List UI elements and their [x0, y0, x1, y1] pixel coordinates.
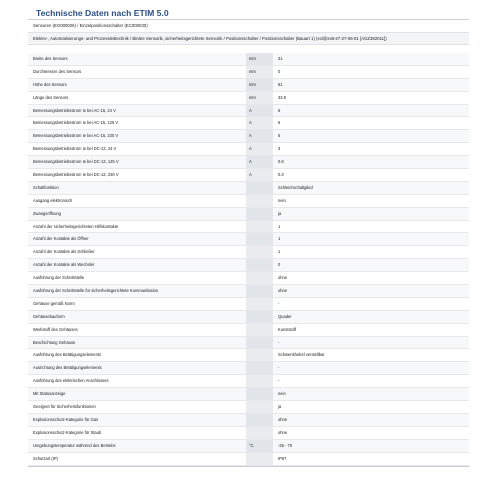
spec-label: Gehäuse gemäß Norm: [33, 300, 75, 306]
spec-value: 33.5: [278, 94, 286, 100]
spec-value: 1: [278, 236, 281, 242]
spec-row: [28, 401, 469, 414]
spec-row: [28, 440, 469, 453]
spec-value: -: [278, 300, 280, 306]
spec-row: [28, 324, 469, 337]
spec-value: Schwenkhebel verstellbar: [278, 352, 325, 358]
spec-value: 0: [278, 68, 281, 74]
spec-label: Anzahl der Kontakte als Schließer: [33, 249, 95, 255]
spec-row: [28, 272, 469, 285]
spec-label: Umgebungstemperatur während des Betriebs: [33, 442, 116, 448]
spec-label: Bemessungsbetriebsstrom Ie bei DC-13, 125 V: [33, 159, 119, 165]
table-bottom-divider: [28, 466, 469, 467]
spec-value: ohne: [278, 275, 288, 281]
spec-label: Explosionsschutz-Kategorie für Gas: [33, 416, 99, 422]
spec-unit: A: [246, 156, 273, 168]
spec-unit: [246, 285, 273, 297]
spec-value: Kunststoff: [278, 326, 297, 332]
spec-row: [28, 375, 469, 388]
spec-value: 31: [278, 56, 283, 61]
spec-value: 6: [278, 120, 281, 126]
spec-label: Bemessungsbetriebsstrom Ie bei AC-15, 125 V: [33, 120, 119, 126]
spec-value: ohne: [278, 288, 288, 294]
spec-label: Zwangsöffnung: [33, 210, 61, 216]
spec-row: [28, 182, 469, 195]
spec-label: Schaltfunktion: [33, 184, 59, 190]
spec-row: [28, 427, 469, 440]
spec-label: Beschichtung Gehäuse: [33, 339, 76, 345]
spec-value: -25 - 70: [278, 442, 293, 448]
class-line: Sensoren (EG000026) / Einzelpositionsschalter (EC000030): [28, 20, 469, 33]
spec-label: Anzahl der sicherheitsgerichteten Hilfskontakte: [33, 223, 119, 229]
spec-unit: [246, 246, 273, 258]
spec-value: ja: [278, 404, 282, 410]
spec-unit: [246, 375, 273, 387]
spec-row: [28, 285, 469, 298]
spec-label: Länge des Sensors: [33, 94, 69, 100]
spec-unit: [246, 324, 273, 336]
spec-unit: A: [246, 130, 273, 142]
spec-value: ja: [278, 210, 282, 216]
spec-unit: [246, 272, 273, 284]
spec-label: Ausrichtung des Betätigungselements: [33, 365, 102, 371]
spec-value: 1: [278, 223, 281, 229]
spec-row: [28, 195, 469, 208]
spec-row: [28, 388, 469, 401]
spec-value: Quader: [278, 313, 292, 319]
spec-label: Explosionsschutz-Kategorie für Staub: [33, 429, 102, 435]
spec-row: [28, 233, 469, 246]
spec-value: IP67: [278, 455, 287, 461]
spec-row: [28, 298, 469, 311]
spec-label: Durchmesser des Sensors: [33, 68, 82, 74]
spec-label: Breite des Sensors: [33, 56, 68, 61]
spec-value: nein: [278, 197, 286, 203]
spec-unit: [246, 208, 273, 220]
spec-unit: [246, 298, 273, 310]
spec-unit: [246, 195, 273, 207]
spec-value: 6: [278, 107, 281, 113]
spec-value: Schleichschaltglied: [278, 184, 313, 190]
spec-label: Ausgang elektronisch: [33, 197, 73, 203]
technical-data-sheet: [28, 8, 469, 467]
spec-label: Mit Statusanzeige: [33, 391, 66, 397]
spec-value: 6: [278, 133, 281, 139]
spec-value: ohne: [278, 429, 288, 435]
spec-unit: [246, 221, 273, 233]
spec-unit: [246, 311, 273, 323]
spec-label: Ausführung der Schnittstelle: [33, 275, 85, 281]
spec-label: Bemessungsbetriebsstrom Ie bei DC-13, 24 V: [33, 146, 117, 152]
spec-value: 0.3: [278, 172, 284, 178]
spec-value: ohne: [278, 416, 288, 422]
spec-label: Höhe des Sensors: [33, 81, 67, 87]
spec-row: [28, 311, 469, 324]
spec-label: Gehäusebauform: [33, 313, 65, 319]
spec-row: [28, 414, 469, 427]
spec-value: 0.8: [278, 159, 284, 165]
spec-unit: A: [246, 105, 273, 117]
spec-value: 61: [278, 81, 283, 87]
spec-row: [28, 208, 469, 221]
spec-unit: mm: [246, 79, 273, 91]
spec-unit: A: [246, 143, 273, 155]
spec-unit: [246, 259, 273, 271]
classification-path: Elektro-, Automatisierungs- und Prozessleittechnik / Binäre Sensorik, sicherheitsgerichtete Sensorik / Positionsschalter / Positionsschalter (Bauart 1) (ecl@ss8-27-27-06-01 [AGZ382011]): [28, 33, 469, 46]
spec-unit: [246, 388, 273, 400]
spec-unit: [246, 427, 273, 439]
spec-label: Bemessungsbetriebsstrom Ie bei AC-15, 24 V: [33, 107, 116, 113]
spec-value: 3: [278, 146, 281, 152]
spec-unit: [246, 182, 273, 194]
spec-value: -: [278, 378, 280, 384]
spec-row: [28, 349, 469, 362]
spec-row: [28, 337, 469, 350]
spec-label: Bemessungsbetriebsstrom Ie bei AC-15, 230 V: [33, 133, 119, 139]
spec-unit: [246, 349, 273, 361]
spec-unit: [246, 414, 273, 426]
spec-row: [28, 143, 469, 156]
spec-value: -: [278, 339, 280, 345]
spec-row: [28, 105, 469, 118]
spec-unit: [246, 362, 273, 374]
spec-label: Ausführung des Betätigungselements: [33, 352, 102, 358]
spec-unit: mm: [246, 53, 273, 65]
spec-unit: A: [246, 169, 273, 181]
spec-label: Ausführung der Schnittstelle für sicherheitsgerichtete Kommunikation: [33, 288, 159, 294]
spec-value: -: [278, 365, 280, 371]
spec-label: Geeignet für Sicherheitsfunktionen: [33, 404, 96, 410]
document-title: Technische Daten nach ETIM 5.0: [28, 8, 469, 20]
spec-label: Bemessungsbetriebsstrom Ie bei DC-13, 230 V: [33, 172, 119, 178]
spec-row: [28, 53, 469, 66]
spec-row: [28, 66, 469, 79]
spec-row: [28, 362, 469, 375]
spec-row: [28, 169, 469, 182]
spec-value: 0: [278, 262, 281, 268]
spec-row: [28, 453, 469, 466]
spec-value: nein: [278, 391, 286, 397]
spec-row: [28, 130, 469, 143]
spec-table: [28, 53, 469, 466]
spec-label: Schutzart (IP): [33, 455, 59, 461]
spec-unit: [246, 337, 273, 349]
spec-row: [28, 259, 469, 272]
spec-unit: °C: [246, 440, 273, 452]
spec-row: [28, 117, 469, 130]
spec-label: Werkstoff des Gehäuses: [33, 326, 78, 332]
spec-unit: [246, 453, 273, 465]
spec-unit: [246, 401, 273, 413]
spec-unit: mm: [246, 92, 273, 104]
spec-row: [28, 221, 469, 234]
spec-row: [28, 79, 469, 92]
spec-row: [28, 92, 469, 105]
spec-row: [28, 156, 469, 169]
spec-unit: mm: [246, 66, 273, 78]
spec-row: [28, 246, 469, 259]
spec-value: 1: [278, 249, 281, 255]
spec-unit: [246, 233, 273, 245]
spec-label: Anzahl der Kontakte als Öffner: [33, 236, 89, 242]
spec-unit: A: [246, 117, 273, 129]
spec-label: Anzahl der Kontakte als Wechsler: [33, 262, 95, 268]
spec-label: Ausführung des elektrischen Anschlusses: [33, 378, 109, 384]
